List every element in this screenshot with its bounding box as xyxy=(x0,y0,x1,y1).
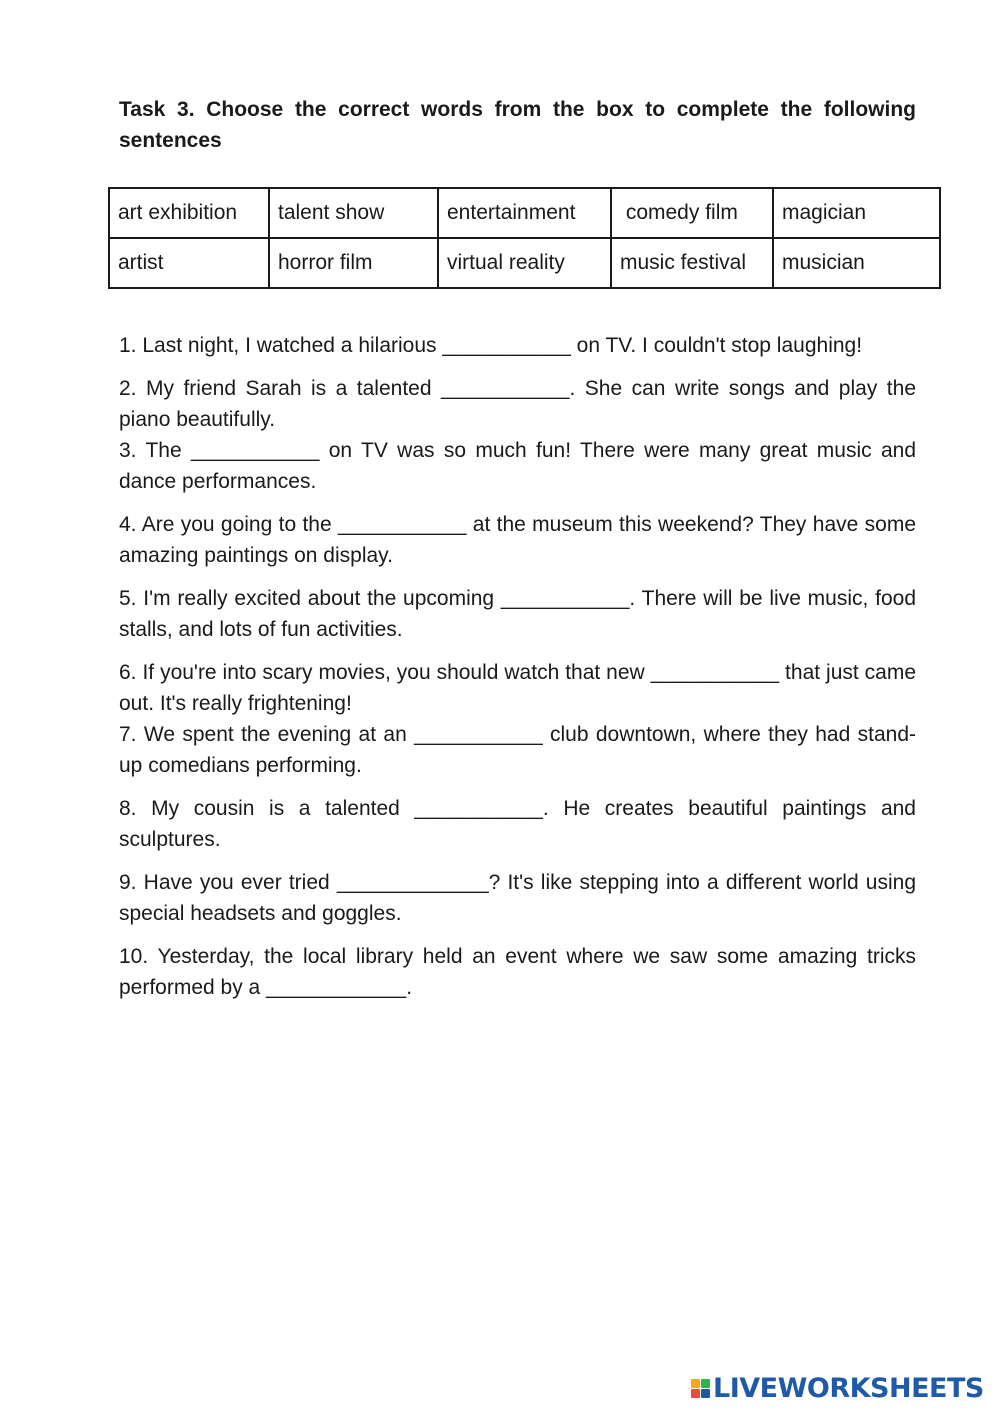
word-box-cell: musician xyxy=(773,238,940,288)
sentence-list xyxy=(119,330,916,1003)
sentence-4: 4. Are you going to the ___________ at the museum this weekend? They have some amazing paintings on display. xyxy=(119,513,916,567)
word-box-cell: art exhibition xyxy=(109,188,269,238)
task-title: Task 3. Choose the correct words from the box to complete the following sentences xyxy=(119,98,916,152)
word-box-cell: horror film xyxy=(269,238,438,288)
sentence-10: 10. Yesterday, the local library held an event where we saw some amazing tricks performed by a ____________. xyxy=(119,945,916,999)
sentence-3: 3. The ___________ on TV was so much fun! There were many great music and dance performances. xyxy=(119,439,916,493)
logo-square xyxy=(691,1379,700,1388)
sentence-9: 9. Have you ever tried _____________? It's like stepping into a different world using special headsets and goggles. xyxy=(119,871,916,925)
sentence-2: 2. My friend Sarah is a talented ___________. She can write songs and play the piano beautifully. xyxy=(119,377,916,431)
logo-square xyxy=(701,1389,710,1398)
sentence-7: 7. We spent the evening at an ___________ club downtown, where they had stand-up comedians performing. xyxy=(119,723,916,777)
word-box-cell: artist xyxy=(109,238,269,288)
word-box-cell: talent show xyxy=(269,188,438,238)
word-box-row xyxy=(109,188,940,238)
sentence-1: 1. Last night, I watched a hilarious ___________ on TV. I couldn't stop laughing! xyxy=(119,334,863,357)
logo-square xyxy=(691,1389,700,1398)
sentence-5: 5. I'm really excited about the upcoming ___________. There will be live music, food stalls, and lots of fun activities. xyxy=(119,587,916,641)
word-box-cell: virtual reality xyxy=(438,238,611,288)
word-box xyxy=(108,187,941,289)
word-box-cell: comedy film xyxy=(611,188,773,238)
word-box-cell: music festival xyxy=(611,238,773,288)
liveworksheets-logo-icon xyxy=(691,1379,710,1398)
sentence-6: 6. If you're into scary movies, you should watch that new ___________ that just came out. It's really frightening! xyxy=(119,661,916,715)
liveworksheets-logo[interactable] xyxy=(691,1374,984,1402)
word-box-row xyxy=(109,238,940,288)
logo-square xyxy=(701,1379,710,1388)
word-box-cell: magician xyxy=(773,188,940,238)
sentence-8: 8. My cousin is a talented ___________. He creates beautiful paintings and sculptures. xyxy=(119,797,916,851)
word-box-cell: entertainment xyxy=(438,188,611,238)
logo-text: LIVEWORKSHEETS xyxy=(713,1372,984,1404)
